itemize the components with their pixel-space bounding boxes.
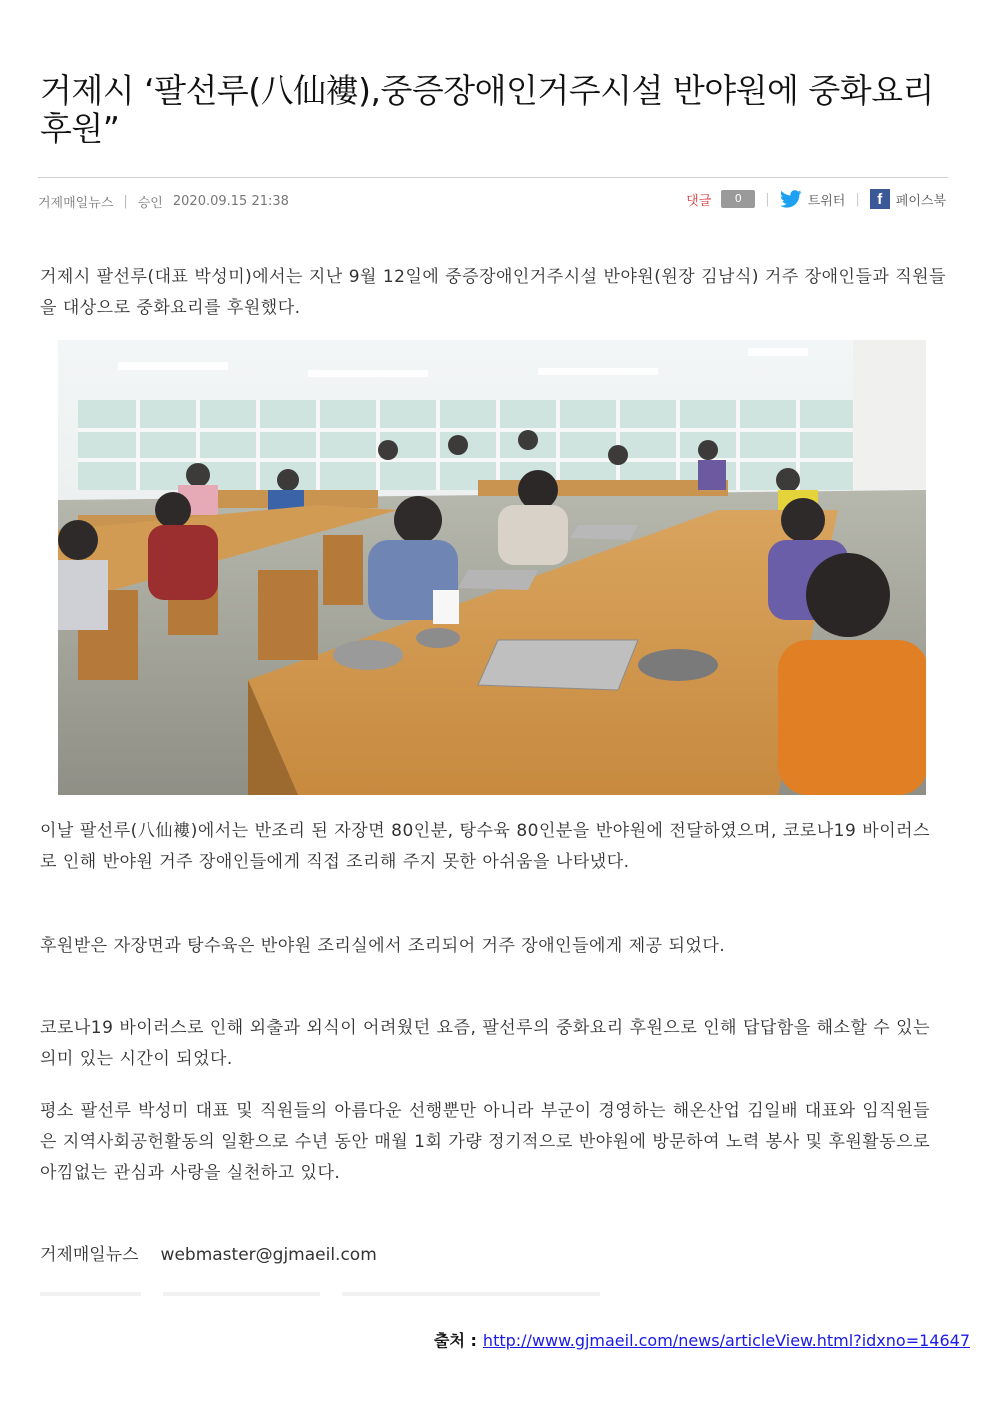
article-title: 거제시 ‘팔선루(八仙褸),중증장애인거주시설 반야원에 중화요리 후원” xyxy=(40,71,934,148)
meta-divider xyxy=(38,177,948,178)
twitter-bird-icon xyxy=(780,190,802,208)
article-meta xyxy=(38,192,289,211)
comment-count-badge[interactable]: 0 xyxy=(721,190,755,208)
article-paragraph: 후원받은 자장면과 탕수육은 반야원 조리실에서 조리되어 거주 장애인들에게 제공 되었다. xyxy=(40,936,726,956)
article-paragraph: 평소 팔선루 박성미 대표 및 직원들의 아름다운 선행뿐만 아니라 부군이 경영하는 해온산업 김일배 대표와 임직원들은 지역사회공헌활동의 일환으로 수년 동안 매월 1회 가량 정기적으로 반야원에 방문하여 노력 봉사 및 후원활동으로 아낌없는 관심과 사랑을 실천하고 있다. xyxy=(40,1101,930,1183)
twitter-share-button[interactable] xyxy=(780,190,846,209)
article-paragraph: 거제시 팔선루(대표 박성미)에서는 지난 9월 12일에 중증장애인거주시설 반야원(원장 김남식) 거주 장애인들과 직원들을 대상으로 중화요리를 후원했다. xyxy=(40,267,946,318)
approval-datetime: 2020.09.15 21:38 xyxy=(172,194,289,209)
comment-label[interactable]: 댓글 xyxy=(686,193,712,209)
facebook-f-icon: f xyxy=(870,189,890,209)
meta-separator: | xyxy=(123,194,128,209)
facebook-label: 페이스북 xyxy=(895,193,946,209)
source-citation xyxy=(434,1328,970,1351)
twitter-label: 트위터 xyxy=(807,193,846,209)
approval-label: 승인 xyxy=(137,196,163,211)
share-separator: | xyxy=(855,191,860,207)
facebook-share-button[interactable] xyxy=(870,189,946,209)
article-byline xyxy=(40,1242,377,1268)
source-label: 출처 : xyxy=(434,1331,477,1350)
article-paragraph: 이날 팔선루(八仙褸)에서는 반조리 된 자장면 80인분, 탕수육 80인분을 반야원에 전달하였으며, 코로나19 바이러스로 인해 반야원 거주 장애인들에게 직접 조리해 주지 못한 아쉬움을 나타냈다. xyxy=(40,821,930,872)
source-name: 거제매일뉴스 xyxy=(38,196,114,211)
faded-footer-line xyxy=(40,1292,600,1296)
share-separator: | xyxy=(765,191,770,207)
article-paragraph: 코로나19 바이러스로 인해 외출과 외식이 어려웠던 요즘, 팔선루의 중화요리 후원으로 인해 답답함을 해소할 수 있는 의미 있는 시간이 되었다. xyxy=(40,1018,930,1069)
byline-name: 거제매일뉴스 xyxy=(40,1245,139,1265)
byline-email[interactable]: webmaster@gjmaeil.com xyxy=(160,1245,377,1265)
source-link[interactable]: http://www.gjmaeil.com/news/articleView.html?idxno=14647 xyxy=(482,1331,970,1350)
share-bar xyxy=(686,189,946,209)
article-photo xyxy=(58,340,926,795)
